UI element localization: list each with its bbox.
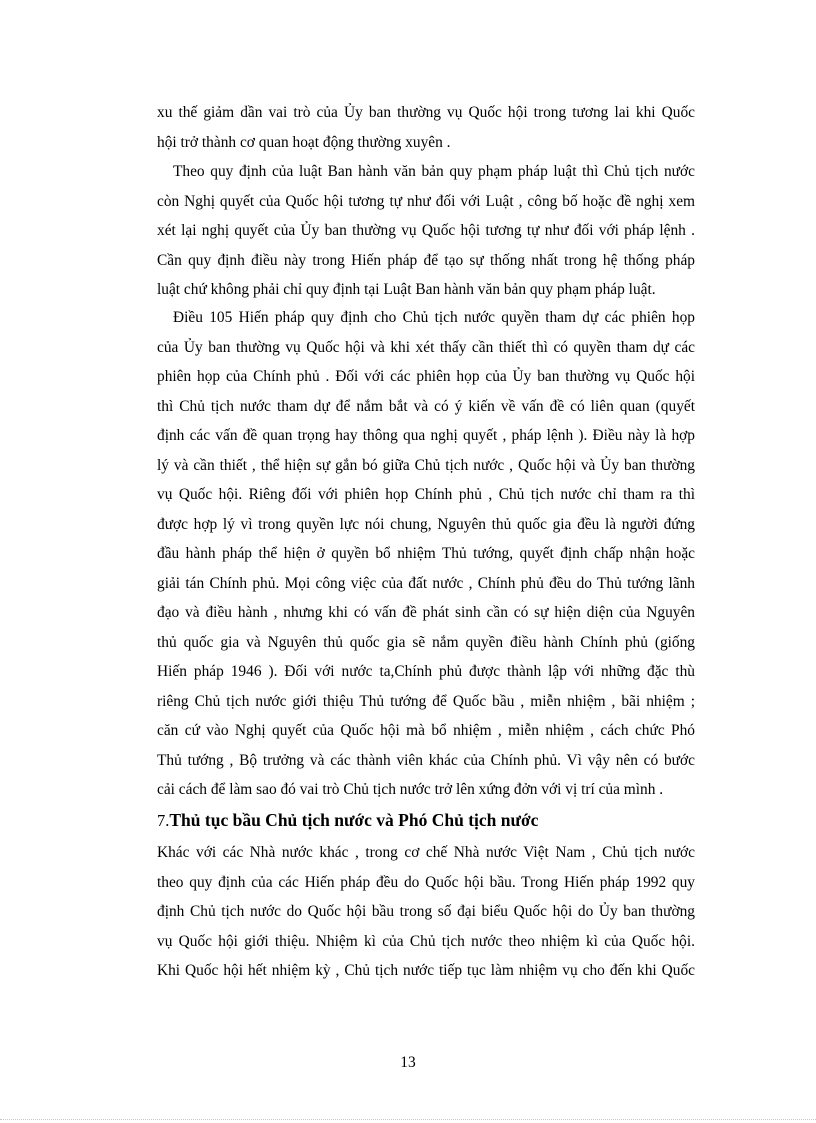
text-line: còn Nghị quyết của Quốc hội tương tự như đối với Luật , công bố hoặc đề nghị xem (157, 192, 695, 210)
text-line: phiên họp của Chính phủ . Đối với các phiên họp của Ủy ban thường vụ Quốc hội (157, 368, 695, 385)
paragraph-1 (157, 98, 695, 157)
text-line: xu thế giảm dần vai trò của Ủy ban thường vụ Quốc hội trong tương lai khi Quốc (157, 104, 695, 121)
text-line: riêng Chủ tịch nước giới thiệu Thủ tướng để Quốc bầu , miễn nhiệm , bãi nhiệm ; (157, 692, 695, 710)
text-line: của Ủy ban thường vụ Quốc hội và khi xét thấy cần thiết thì có quyền tham dự các (157, 338, 695, 356)
text-line: theo quy định của các Hiến pháp đều do Quốc hội bầu. Trong Hiến pháp 1992 quy (157, 873, 695, 891)
paragraph-3 (157, 303, 695, 805)
text-line: thủ quốc gia và Nguyên thủ quốc gia sẽ nắm quyền điều hành Chính phủ (giống (157, 633, 695, 651)
text-line: Điều 105 Hiến pháp quy định cho Chủ tịch nước quyền tham dự các phiên họp (173, 309, 695, 326)
text-line: Khi Quốc hội hết nhiệm kỳ , Chủ tịch nước tiếp tục làm nhiệm vụ cho đến khi Quốc (157, 962, 695, 979)
text-line: định các vấn đề quan trọng hay thông qua nghị quyết , pháp lệnh ). Điều này là hợp (157, 427, 695, 444)
paragraph-4 (157, 838, 695, 986)
text-line: được hợp lý vì trong quyền lực nói chung, Nguyên thủ quốc gia đều là người đứng (157, 515, 695, 533)
text-line: Cần quy định điều này trong Hiến pháp để tạo sự thống nhất trong hệ thống pháp (157, 251, 695, 269)
text-line: cải cách để làm sao đó vai trò Chủ tịch nước trở lên xứng đởn với vị trí của mình . (157, 781, 664, 798)
page-number: 13 (400, 1054, 416, 1071)
text-line: giải tán Chính phủ. Mọi công việc của đất nước , Chính phủ đều do Thủ tướng lãnh (157, 574, 695, 592)
page-bottom-rule (0, 1119, 816, 1120)
text-line: vụ Quốc hội giới thiệu. Nhiệm kì của Chủ tịch nước theo nhiệm kì của Quốc hội. (157, 932, 695, 950)
text-line: thì Chủ tịch nước tham dự để nắm bắt và có ý kiến về vấn đề có liên quan (quyết (157, 397, 695, 415)
paragraph-2 (157, 157, 695, 305)
text-line: hội trở thành cơ quan hoạt động thường xuyên . (157, 133, 451, 151)
text-line: căn cứ vào Nghị quyết của Quốc hội mà bổ nhiệm , miễn nhiệm , cách chức Phó (157, 722, 695, 739)
text-line: Hiến pháp 1946 ). Đối với nước ta,Chính phủ được thành lập với những đặc thù (157, 663, 695, 680)
text-line: xét lại nghị quyết của Ủy ban thường vụ Quốc hội tương tự như đối với pháp lệnh . (157, 222, 695, 239)
text-line: đầu hành pháp thể hiện ở quyền bổ nhiệm Thủ tướng, quyết định chấp nhận hoặc (157, 545, 695, 562)
text-line: vụ Quốc hội. Riêng đối với phiên họp Chính phủ , Chủ tịch nước chỉ tham ra thì (157, 486, 695, 503)
text-line: định Chủ tịch nước do Quốc hội bầu trong số đại biểu Quốc hội do Ủy ban thường (157, 903, 695, 920)
text-line: luật chứ không phải chỉ quy định tại Luật Ban hành văn bản quy phạm pháp luật. (157, 281, 656, 298)
text-line: Khác với các Nhà nước khác , trong cơ chế Nhà nước Việt Nam , Chủ tịch nước (157, 844, 695, 861)
text-line: Theo quy định của luật Ban hành văn bản quy phạm pháp luật thì Chủ tịch nước (173, 163, 695, 180)
text-line: đạo và điều hành , nhưng khi có vấn đề phát sinh cần có sự hiện diện của Nguyên (157, 604, 695, 621)
section-number: 7. (157, 811, 170, 830)
section-heading (157, 805, 695, 835)
section-title: Thủ tục bầu Chủ tịch nước và Phó Chủ tịch nước (169, 810, 539, 830)
text-line: lý và cần thiết , thể hiện sự gắn bó giữa Chủ tịch nước , Quốc hội và Ủy ban thường (157, 456, 695, 474)
text-line: Thủ tướng , Bộ trưởng và các thành viên khác của Chính phủ. Vì vậy nên có bước (157, 751, 695, 769)
